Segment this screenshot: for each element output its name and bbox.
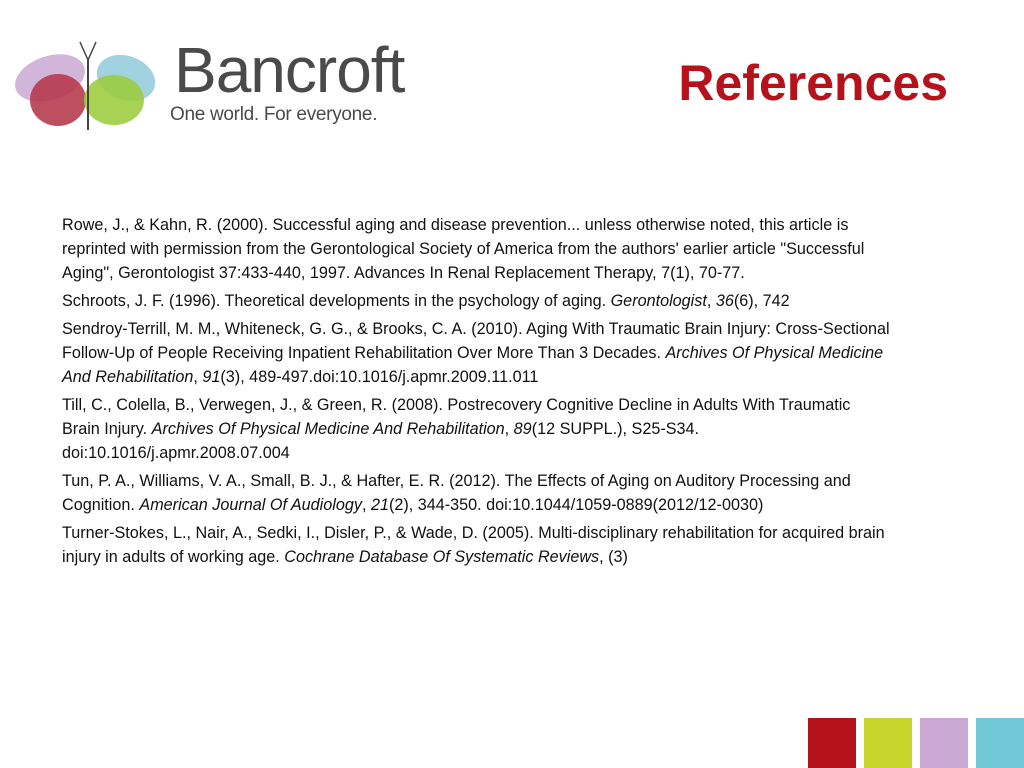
reference-separator: , [193, 368, 203, 386]
color-square [808, 718, 856, 768]
reference-details: (6), 742 [733, 292, 790, 310]
reference-text: Sendroy-Terrill, M. M., Whiteneck, G. G., & Brooks, C. A. (2010). Aging With Traumatic Brain Injury: Cross-Sectional Follow-Up of People Receiving Inpatient Rehabilitation Over More Than 3 Decades. [62, 320, 890, 362]
reference-entry [62, 289, 892, 313]
reference-journal: American Journal Of Audiology [139, 496, 362, 514]
reference-details: (12 SUPPL.), S25-S34. doi:10.1016/j.apmr.2008.07.004 [62, 420, 700, 462]
reference-entry [62, 469, 892, 517]
reference-entry [62, 213, 892, 285]
color-square [976, 718, 1024, 768]
reference-volume: 36 [715, 292, 734, 310]
reference-journal: Gerontologist [610, 292, 707, 310]
reference-list [62, 213, 892, 573]
reference-entry [62, 317, 892, 389]
reference-journal: Cochrane Database Of Systematic Reviews [284, 548, 600, 566]
brand-tagline: One world. For everyone. [170, 104, 378, 125]
reference-journal: Archives Of Physical Medicine And Rehabilitation [151, 420, 505, 438]
reference-details: (3), 489-497.doi:10.1016/j.apmr.2009.11.011 [220, 368, 539, 386]
reference-text: Tun, P. A., Williams, V. A., Small, B. J., & Hafter, E. R. (2012). The Effects of Aging on Auditory Processing and Cognition. [62, 472, 851, 514]
bancroft-logo [10, 30, 430, 140]
reference-separator: , [599, 548, 609, 566]
reference-journal: Archives Of Physical Medicine And Rehabilitation [62, 344, 884, 386]
color-square [864, 718, 912, 768]
reference-details: (3) [608, 548, 628, 566]
decorative-squares [808, 718, 1024, 768]
brand-name: Bancroft [174, 34, 405, 106]
reference-details: (2), 344-350. doi:10.1044/1059-0889(2012/12-0030) [388, 496, 764, 514]
reference-separator: , [706, 292, 716, 310]
reference-separator: , [361, 496, 371, 514]
reference-volume: 91 [202, 368, 221, 386]
reference-entry [62, 521, 892, 569]
reference-volume: 89 [513, 420, 532, 438]
reference-volume: 21 [370, 496, 389, 514]
reference-separator: , [504, 420, 514, 438]
color-square [920, 718, 968, 768]
page-title: References [678, 55, 948, 111]
reference-text: Rowe, J., & Kahn, R. (2000). Successful aging and disease prevention... unless otherwise noted, this article is reprinted with permission from the Gerontological Society of America from the authors' earlier article "Successful Aging", Gerontologist 37:433-440, 1997. Advances In Renal Replacement Therapy, 7(1), 70-77. [62, 216, 865, 282]
reference-entry [62, 393, 892, 465]
butterfly-logo-icon [10, 30, 160, 135]
reference-text: Schroots, J. F. (1996). Theoretical developments in the psychology of aging. [62, 292, 611, 310]
reference-text: Till, C., Colella, B., Verwegen, J., & Green, R. (2008). Postrecovery Cognitive Decline in Adults With Traumatic Brain Injury. [62, 396, 851, 438]
reference-text: Turner-Stokes, L., Nair, A., Sedki, I., Disler, P., & Wade, D. (2005). Multi-disciplinary rehabilitation for acquired brain injury in adults of working age. [62, 524, 885, 566]
